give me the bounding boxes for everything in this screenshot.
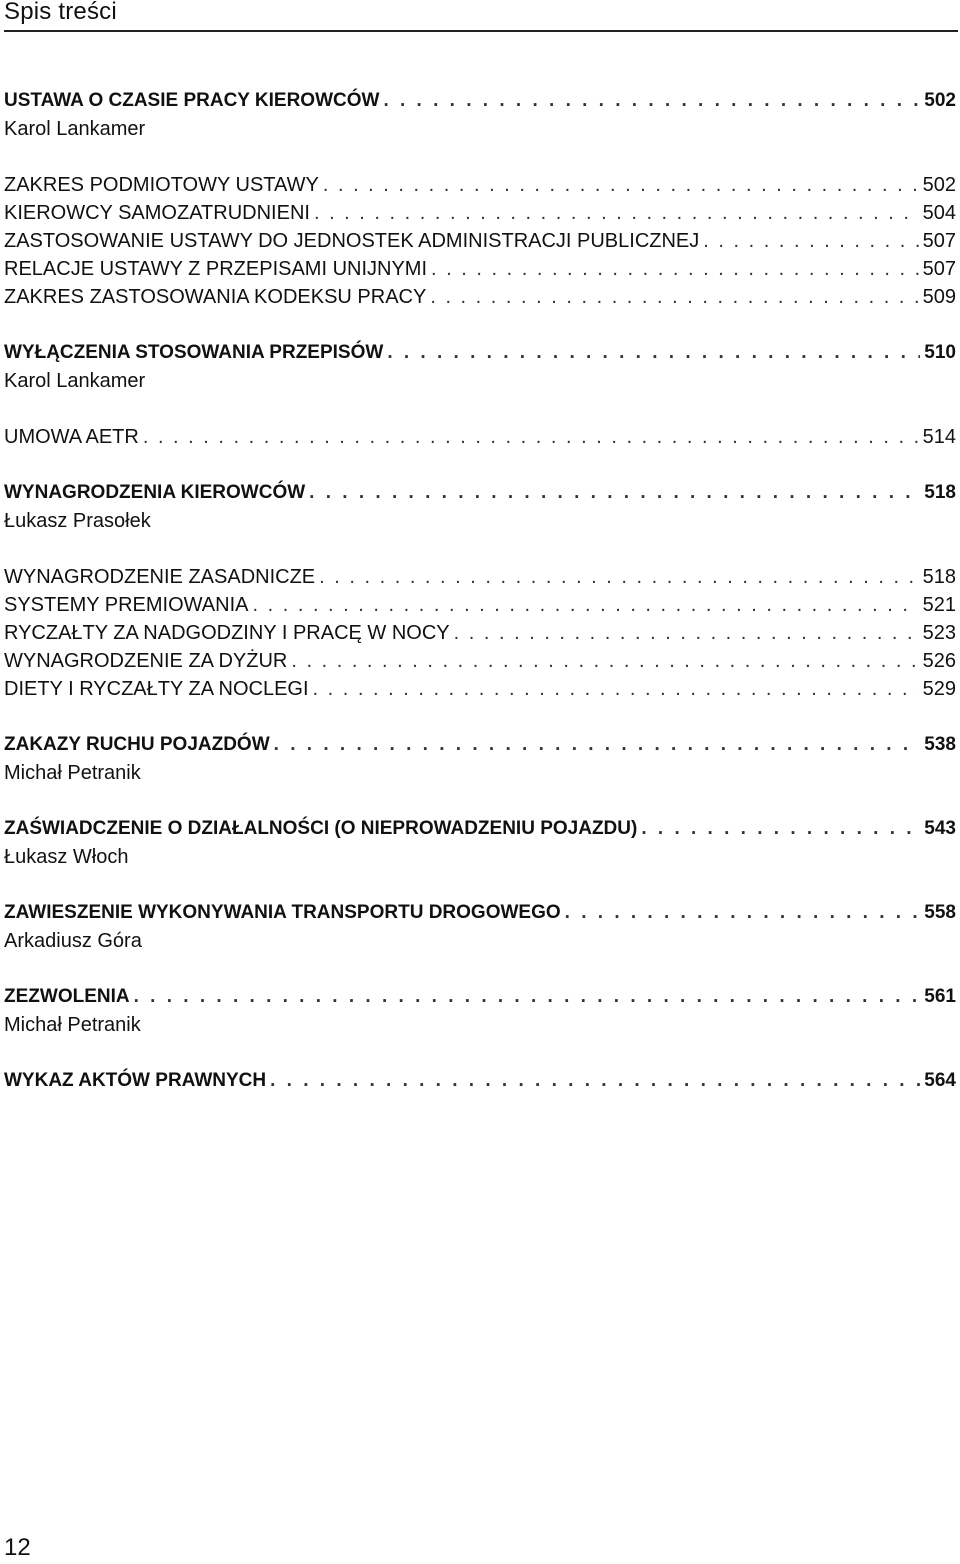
toc-main-entry[interactable] [4,1067,956,1095]
toc-entry-title: WYNAGRODZENIE ZASADNICZE [4,566,316,588]
toc-author: Michał Petranik [4,1014,141,1036]
dot-leader [641,815,920,843]
toc-entry[interactable] [4,171,956,199]
toc-entry[interactable] [4,255,956,283]
toc-author: Łukasz Włoch [4,846,129,868]
toc-entry[interactable] [4,283,956,311]
toc-main-title: ZAWIESZENIE WYKONYWANIA TRANSPORTU DROGOWEGO [4,902,561,923]
dot-leader [143,423,919,451]
toc-entry-page: 502 [922,174,956,196]
table-of-contents [4,87,956,1123]
toc-author: Łukasz Prasołek [4,510,151,532]
dot-leader [270,1067,920,1095]
toc-main-entry[interactable] [4,731,956,759]
dot-leader [314,199,919,227]
dot-leader [323,171,919,199]
toc-main-title: WYKAZ AKTÓW PRAWNYCH [4,1070,267,1091]
dot-leader [134,983,921,1011]
toc-main-page: 518 [924,482,956,503]
toc-entry[interactable] [4,199,956,227]
toc-main-title: WYŁĄCZENIA STOSOWANIA PRZEPISÓW [4,342,384,363]
toc-section [4,87,956,311]
toc-section [4,1067,956,1095]
toc-author: Karol Lankamer [4,370,146,392]
toc-entry[interactable] [4,423,956,451]
toc-entry-title: DIETY I RYCZAŁTY ZA NOCLEGI [4,678,309,700]
toc-main-entry[interactable] [4,339,956,367]
toc-entry-title: RYCZAŁTY ZA NADGODZINY I PRACĘ W NOCY [4,622,450,644]
toc-section [4,899,956,955]
dot-leader [383,87,920,115]
toc-entry-title: KIEROWCY SAMOZATRUDNIENI [4,202,310,224]
toc-main-title: ZAKAZY RUCHU POJAZDÓW [4,734,270,755]
toc-section [4,731,956,787]
toc-entry-page: 521 [922,594,956,616]
toc-entry-title: UMOWA AETR [4,426,139,448]
toc-entry-page: 523 [922,622,956,644]
toc-entry[interactable] [4,591,956,619]
toc-entry-page: 507 [922,230,956,252]
toc-entry-page: 507 [922,258,956,280]
toc-entry[interactable] [4,675,956,703]
toc-author: Michał Petranik [4,762,141,784]
toc-main-page: 564 [924,1070,956,1091]
dot-leader [703,227,918,255]
dot-leader [313,675,919,703]
toc-main-page: 558 [924,902,956,923]
toc-author: Karol Lankamer [4,118,146,140]
toc-main-page: 561 [924,986,956,1007]
toc-main-entry[interactable] [4,815,956,843]
toc-entry-page: 504 [922,202,956,224]
toc-main-entry[interactable] [4,479,956,507]
toc-main-entry[interactable] [4,983,956,1011]
toc-main-title: USTAWA O CZASIE PRACY KIEROWCÓW [4,90,380,111]
toc-entry-title: SYSTEMY PREMIOWANIA [4,594,249,616]
toc-main-entry[interactable] [4,87,956,115]
dot-leader [319,563,918,591]
toc-main-page: 538 [924,734,956,755]
dot-leader [274,731,921,759]
toc-entry[interactable] [4,647,956,675]
page-header [4,0,958,32]
toc-section [4,983,956,1039]
toc-entry-page: 529 [922,678,956,700]
toc-entry-title: ZAKRES PODMIOTOWY USTAWY [4,174,319,196]
toc-entry[interactable] [4,227,956,255]
toc-entry-title: RELACJE USTAWY Z PRZEPISAMI UNIJNYMI [4,258,428,280]
toc-section [4,339,956,451]
dot-leader [291,647,918,675]
dot-leader [454,619,919,647]
toc-main-title: WYNAGRODZENIA KIEROWCÓW [4,482,306,503]
toc-entry-page: 526 [922,650,956,672]
toc-section [4,479,956,703]
toc-entry-page: 518 [922,566,956,588]
toc-entry[interactable] [4,563,956,591]
toc-main-page: 543 [924,818,956,839]
toc-author: Arkadiusz Góra [4,930,142,952]
toc-main-page: 502 [924,90,956,111]
toc-main-title: ZEZWOLENIA [4,986,130,1007]
dot-leader [387,339,920,367]
dot-leader [252,591,918,619]
toc-entry-page: 514 [922,426,956,448]
toc-entry-title: WYNAGRODZENIE ZA DYŻUR [4,650,288,672]
toc-entry-page: 509 [922,286,956,308]
dot-leader [565,899,921,927]
page-title: Spis treści [4,0,117,25]
toc-main-title: ZAŚWIADCZENIE O DZIAŁALNOŚCI (O NIEPROWADZENIU POJAZDU) [4,818,638,839]
toc-entry[interactable] [4,619,956,647]
dot-leader [431,255,919,283]
page-number: 12 [4,1534,31,1561]
dot-leader [309,479,920,507]
dot-leader [430,283,918,311]
toc-entry-title: ZASTOSOWANIE USTAWY DO JEDNOSTEK ADMINISTRACJI PUBLICZNEJ [4,230,700,252]
toc-section [4,815,956,871]
toc-main-page: 510 [924,342,956,363]
toc-main-entry[interactable] [4,899,956,927]
toc-entry-title: ZAKRES ZASTOSOWANIA KODEKSU PRACY [4,286,427,308]
